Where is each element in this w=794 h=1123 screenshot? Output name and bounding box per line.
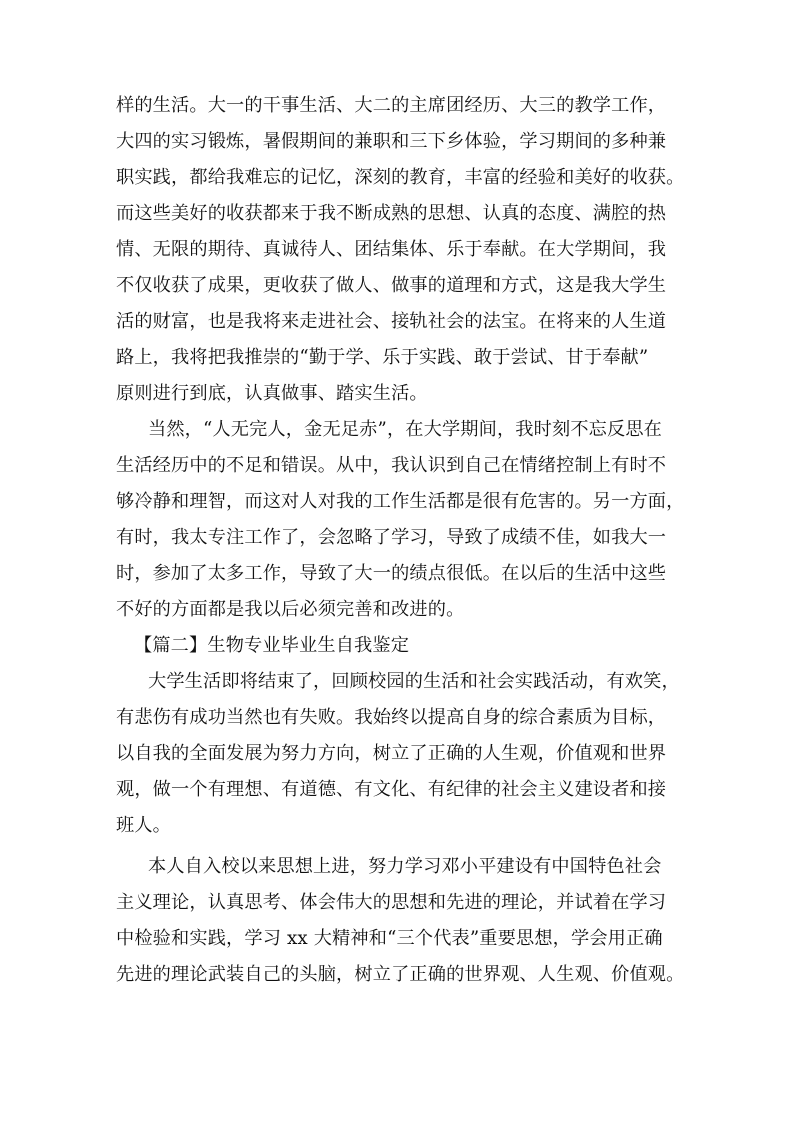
text-line: 职实践，都给我难忘的记忆，深刻的教育，丰富的经验和美好的收获。: [116, 167, 685, 188]
text-line: 样的生活。大一的干事生活、大二的主席团经历、大三的教学工作，: [116, 95, 667, 116]
document-page: [116, 88, 686, 993]
text-line: 有时，我太专注工作了，会忽略了学习，导致了成绩不佳，如我大一: [116, 527, 667, 548]
text-line: 大四的实习锻炼，暑假期间的兼职和三下乡体验，学习期间的多种兼: [116, 131, 667, 152]
paragraph-4: [116, 849, 686, 993]
text-line: 中检验和实践，学习 xx 大精神和“三个代表”重要思想，学会用正确: [116, 928, 663, 949]
text-line: 不仅收获了成果，更收获了做人、做事的道理和方式，这是我大学生: [116, 275, 667, 296]
text-line: 先进的理论武装自己的头脑，树立了正确的世界观、人生观、价值观。: [116, 964, 685, 985]
text-line: 够冷静和理智，而这对人对我的工作生活都是很有危害的。另一方面，: [116, 491, 685, 512]
text-line: 主义理论，认真思考、体会伟大的思想和先进的理论，并试着在学习: [116, 892, 667, 913]
paragraph-3: [116, 664, 686, 844]
text-line: 原则进行到底，认真做事、踏实生活。: [116, 383, 428, 404]
section-heading: 【篇二】生物专业毕业生自我鉴定: [134, 635, 410, 656]
text-line: 当然，“人无完人，金无足赤”，在大学期间，我时刻不忘反思在: [148, 419, 663, 440]
text-line: 活的财富，也是我将来走进社会、接轨社会的法宝。在将来的人生道: [116, 311, 667, 332]
text-line: 而这些美好的收获都来于我不断成熟的思想、认真的态度、满腔的热: [116, 203, 667, 224]
text-line: 时，参加了太多工作，导致了大一的绩点很低。在以后的生活中这些: [116, 563, 667, 584]
paragraph-2: [116, 412, 686, 628]
text-line: 大学生活即将结束了，回顾校园的生活和社会实践活动，有欢笑，: [148, 671, 680, 692]
text-line: 路上，我将把我推崇的“勤于学、乐于实践、敢于尝试、甘于奉献”: [116, 347, 649, 368]
text-line: 观，做一个有理想、有道德、有文化、有纪律的社会主义建设者和接: [116, 779, 667, 800]
text-line: 以自我的全面发展为努力方向，树立了正确的人生观，价值观和世界: [116, 743, 667, 764]
text-line: 情、无限的期待、真诚待人、团结集体、乐于奉献。在大学期间，我: [116, 239, 667, 260]
text-line: 本人自入校以来思想上进，努力学习邓小平建设有中国特色社会: [148, 856, 662, 877]
text-line: 班人。: [116, 815, 172, 836]
paragraph-1: [116, 88, 686, 412]
text-line: 不好的方面都是我以后必须完善和改进的。: [116, 599, 465, 620]
text-line: 有悲伤有成功当然也有失败。我始终以提高自身的综合素质为目标，: [116, 707, 667, 728]
text-line: 生活经历中的不足和错误。从中，我认识到自己在情绪控制上有时不: [116, 455, 667, 476]
